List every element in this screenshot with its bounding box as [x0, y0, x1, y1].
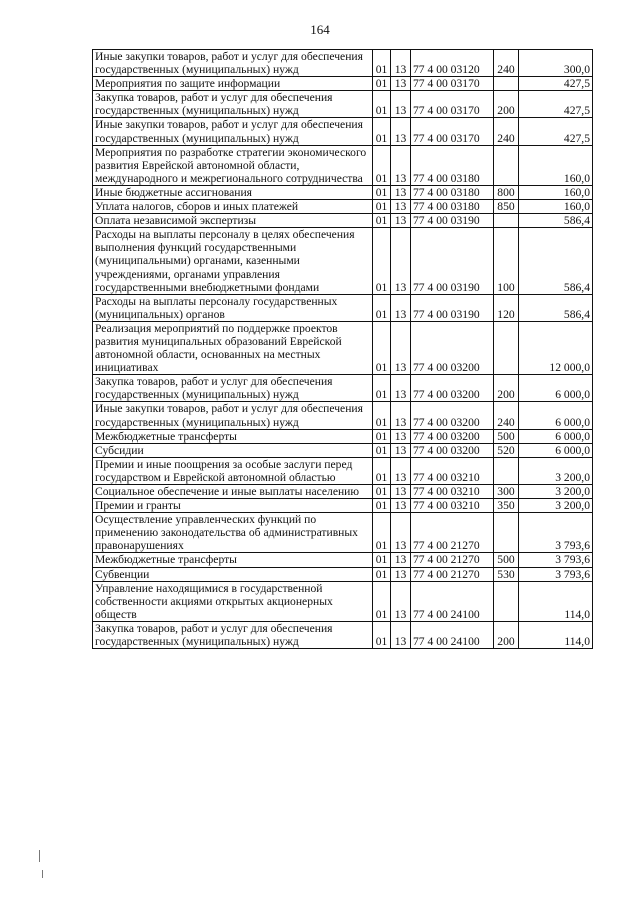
section-code-cell: 01 [373, 185, 391, 199]
row-name-cell: Закупка товаров, работ и услуг для обеспечения государственных (муниципальных) нужд [93, 375, 373, 402]
section-code-cell: 01 [373, 485, 391, 499]
target-code-cell: 77 4 00 03210 [411, 485, 494, 499]
expense-type-cell [494, 145, 519, 185]
row-name-cell: Субвенции [93, 567, 373, 581]
section-code-cell: 01 [373, 443, 391, 457]
row-name-cell: Мероприятия по защите информации [93, 77, 373, 91]
amount-cell: 3 793,6 [519, 553, 593, 567]
table-row [93, 402, 593, 429]
row-name-cell: Управление находящимися в государственной собственности акциями открытых акционерных обществ [93, 581, 373, 621]
section-code-cell: 01 [373, 200, 391, 214]
subsection-code-cell: 13 [391, 581, 411, 621]
section-code-cell: 01 [373, 77, 391, 91]
target-code-cell: 77 4 00 03170 [411, 118, 494, 145]
table-row [93, 581, 593, 621]
expense-type-cell: 520 [494, 443, 519, 457]
amount-cell: 3 793,6 [519, 513, 593, 553]
table-row [93, 429, 593, 443]
target-code-cell: 77 4 00 03190 [411, 228, 494, 294]
expense-type-cell: 240 [494, 50, 519, 77]
subsection-code-cell: 13 [391, 145, 411, 185]
table-row [93, 118, 593, 145]
table-row [93, 294, 593, 321]
section-code-cell: 01 [373, 581, 391, 621]
target-code-cell: 77 4 00 03200 [411, 443, 494, 457]
target-code-cell: 77 4 00 24100 [411, 581, 494, 621]
amount-cell: 6 000,0 [519, 375, 593, 402]
section-code-cell: 01 [373, 294, 391, 321]
row-name-cell: Премии и иные поощрения за особые заслуги перед государством и Еврейской автономной областью [93, 457, 373, 484]
amount-cell: 12 000,0 [519, 321, 593, 374]
expense-type-cell: 850 [494, 200, 519, 214]
section-code-cell: 01 [373, 553, 391, 567]
section-code-cell: 01 [373, 375, 391, 402]
table-row [93, 228, 593, 294]
row-name-cell: Субсидии [93, 443, 373, 457]
subsection-code-cell: 13 [391, 375, 411, 402]
target-code-cell: 77 4 00 03200 [411, 429, 494, 443]
amount-cell: 586,4 [519, 294, 593, 321]
target-code-cell: 77 4 00 03170 [411, 91, 494, 118]
table-row [93, 50, 593, 77]
section-code-cell: 01 [373, 91, 391, 118]
subsection-code-cell: 13 [391, 429, 411, 443]
table-row [93, 200, 593, 214]
row-name-cell: Закупка товаров, работ и услуг для обеспечения государственных (муниципальных) нужд [93, 621, 373, 648]
budget-table [92, 49, 593, 649]
expense-type-cell [494, 581, 519, 621]
subsection-code-cell: 13 [391, 214, 411, 228]
expense-type-cell: 500 [494, 429, 519, 443]
table-row [93, 321, 593, 374]
subsection-code-cell: 13 [391, 567, 411, 581]
amount-cell: 586,4 [519, 214, 593, 228]
subsection-code-cell: 13 [391, 185, 411, 199]
subsection-code-cell: 13 [391, 499, 411, 513]
row-name-cell: Реализация мероприятий по поддержке проектов развития муниципальных образований Еврейской автономной области, основанных на местных инициативах [93, 321, 373, 374]
expense-type-cell [494, 77, 519, 91]
target-code-cell: 77 4 00 03200 [411, 375, 494, 402]
target-code-cell: 77 4 00 03200 [411, 402, 494, 429]
section-code-cell: 01 [373, 621, 391, 648]
expense-type-cell [494, 321, 519, 374]
subsection-code-cell: 13 [391, 77, 411, 91]
row-name-cell: Уплата налогов, сборов и иных платежей [93, 200, 373, 214]
amount-cell: 6 000,0 [519, 443, 593, 457]
target-code-cell: 77 4 00 21270 [411, 513, 494, 553]
subsection-code-cell: 13 [391, 200, 411, 214]
scan-mark [42, 870, 43, 878]
table-row [93, 185, 593, 199]
table-row [93, 485, 593, 499]
amount-cell: 6 000,0 [519, 429, 593, 443]
target-code-cell: 77 4 00 03120 [411, 50, 494, 77]
table-row [93, 621, 593, 648]
table-row [93, 443, 593, 457]
subsection-code-cell: 13 [391, 228, 411, 294]
section-code-cell: 01 [373, 214, 391, 228]
target-code-cell: 77 4 00 03180 [411, 200, 494, 214]
expense-type-cell: 240 [494, 118, 519, 145]
target-code-cell: 77 4 00 03190 [411, 294, 494, 321]
amount-cell: 3 793,6 [519, 567, 593, 581]
section-code-cell: 01 [373, 321, 391, 374]
section-code-cell: 01 [373, 402, 391, 429]
subsection-code-cell: 13 [391, 457, 411, 484]
amount-cell: 160,0 [519, 145, 593, 185]
subsection-code-cell: 13 [391, 50, 411, 77]
subsection-code-cell: 13 [391, 443, 411, 457]
amount-cell: 160,0 [519, 185, 593, 199]
table-row [93, 91, 593, 118]
amount-cell: 427,5 [519, 118, 593, 145]
expense-type-cell [494, 457, 519, 484]
target-code-cell: 77 4 00 24100 [411, 621, 494, 648]
table-row [93, 499, 593, 513]
row-name-cell: Социальное обеспечение и иные выплаты населению [93, 485, 373, 499]
subsection-code-cell: 13 [391, 91, 411, 118]
section-code-cell: 01 [373, 429, 391, 443]
table-row [93, 553, 593, 567]
expense-type-cell: 800 [494, 185, 519, 199]
table-row [93, 567, 593, 581]
subsection-code-cell: 13 [391, 513, 411, 553]
row-name-cell: Осуществление управленческих функций по применению законодательства об административных правонарушениях [93, 513, 373, 553]
expense-type-cell [494, 214, 519, 228]
row-name-cell: Мероприятия по разработке стратегии экономического развития Еврейской автономной области, международного и межрегионального сотрудничества [93, 145, 373, 185]
amount-cell: 427,5 [519, 77, 593, 91]
section-code-cell: 01 [373, 118, 391, 145]
table-row [93, 457, 593, 484]
amount-cell: 300,0 [519, 50, 593, 77]
row-name-cell: Иные закупки товаров, работ и услуг для обеспечения государственных (муниципальных) нужд [93, 402, 373, 429]
section-code-cell: 01 [373, 457, 391, 484]
row-name-cell: Расходы на выплаты персоналу в целях обеспечения выполнения функций государственными (муниципальными) органами, казенными учреждениями, органами управления государственными внебюджетными фондами [93, 228, 373, 294]
target-code-cell: 77 4 00 03180 [411, 145, 494, 185]
expense-type-cell: 200 [494, 621, 519, 648]
target-code-cell: 77 4 00 03200 [411, 321, 494, 374]
expense-type-cell: 240 [494, 402, 519, 429]
subsection-code-cell: 13 [391, 118, 411, 145]
expense-type-cell: 120 [494, 294, 519, 321]
target-code-cell: 77 4 00 03210 [411, 457, 494, 484]
expense-type-cell: 300 [494, 485, 519, 499]
row-name-cell: Иные закупки товаров, работ и услуг для обеспечения государственных (муниципальных) нужд [93, 118, 373, 145]
row-name-cell: Закупка товаров, работ и услуг для обеспечения государственных (муниципальных) нужд [93, 91, 373, 118]
section-code-cell: 01 [373, 567, 391, 581]
table-row [93, 375, 593, 402]
expense-type-cell [494, 513, 519, 553]
subsection-code-cell: 13 [391, 402, 411, 429]
amount-cell: 160,0 [519, 200, 593, 214]
row-name-cell: Премии и гранты [93, 499, 373, 513]
expense-type-cell: 350 [494, 499, 519, 513]
expense-type-cell: 200 [494, 91, 519, 118]
subsection-code-cell: 13 [391, 553, 411, 567]
table-row [93, 77, 593, 91]
section-code-cell: 01 [373, 513, 391, 553]
row-name-cell: Межбюджетные трансферты [93, 553, 373, 567]
amount-cell: 114,0 [519, 621, 593, 648]
amount-cell: 6 000,0 [519, 402, 593, 429]
amount-cell: 3 200,0 [519, 499, 593, 513]
section-code-cell: 01 [373, 50, 391, 77]
amount-cell: 114,0 [519, 581, 593, 621]
expense-type-cell: 200 [494, 375, 519, 402]
subsection-code-cell: 13 [391, 294, 411, 321]
subsection-code-cell: 13 [391, 621, 411, 648]
amount-cell: 3 200,0 [519, 485, 593, 499]
target-code-cell: 77 4 00 03170 [411, 77, 494, 91]
section-code-cell: 01 [373, 145, 391, 185]
target-code-cell: 77 4 00 03180 [411, 185, 494, 199]
page-number: 164 [310, 22, 330, 37]
row-name-cell: Расходы на выплаты персоналу государственных (муниципальных) органов [93, 294, 373, 321]
row-name-cell: Межбюджетные трансферты [93, 429, 373, 443]
section-code-cell: 01 [373, 228, 391, 294]
expense-type-cell: 530 [494, 567, 519, 581]
amount-cell: 427,5 [519, 91, 593, 118]
amount-cell: 586,4 [519, 228, 593, 294]
subsection-code-cell: 13 [391, 321, 411, 374]
table-row [93, 513, 593, 553]
target-code-cell: 77 4 00 03210 [411, 499, 494, 513]
scan-mark [39, 850, 40, 862]
amount-cell: 3 200,0 [519, 457, 593, 484]
row-name-cell: Иные бюджетные ассигнования [93, 185, 373, 199]
subsection-code-cell: 13 [391, 485, 411, 499]
row-name-cell: Иные закупки товаров, работ и услуг для обеспечения государственных (муниципальных) нужд [93, 50, 373, 77]
table-row [93, 214, 593, 228]
target-code-cell: 77 4 00 21270 [411, 567, 494, 581]
section-code-cell: 01 [373, 499, 391, 513]
target-code-cell: 77 4 00 21270 [411, 553, 494, 567]
row-name-cell: Оплата независимой экспертизы [93, 214, 373, 228]
expense-type-cell: 100 [494, 228, 519, 294]
expense-type-cell: 500 [494, 553, 519, 567]
table-row [93, 145, 593, 185]
target-code-cell: 77 4 00 03190 [411, 214, 494, 228]
